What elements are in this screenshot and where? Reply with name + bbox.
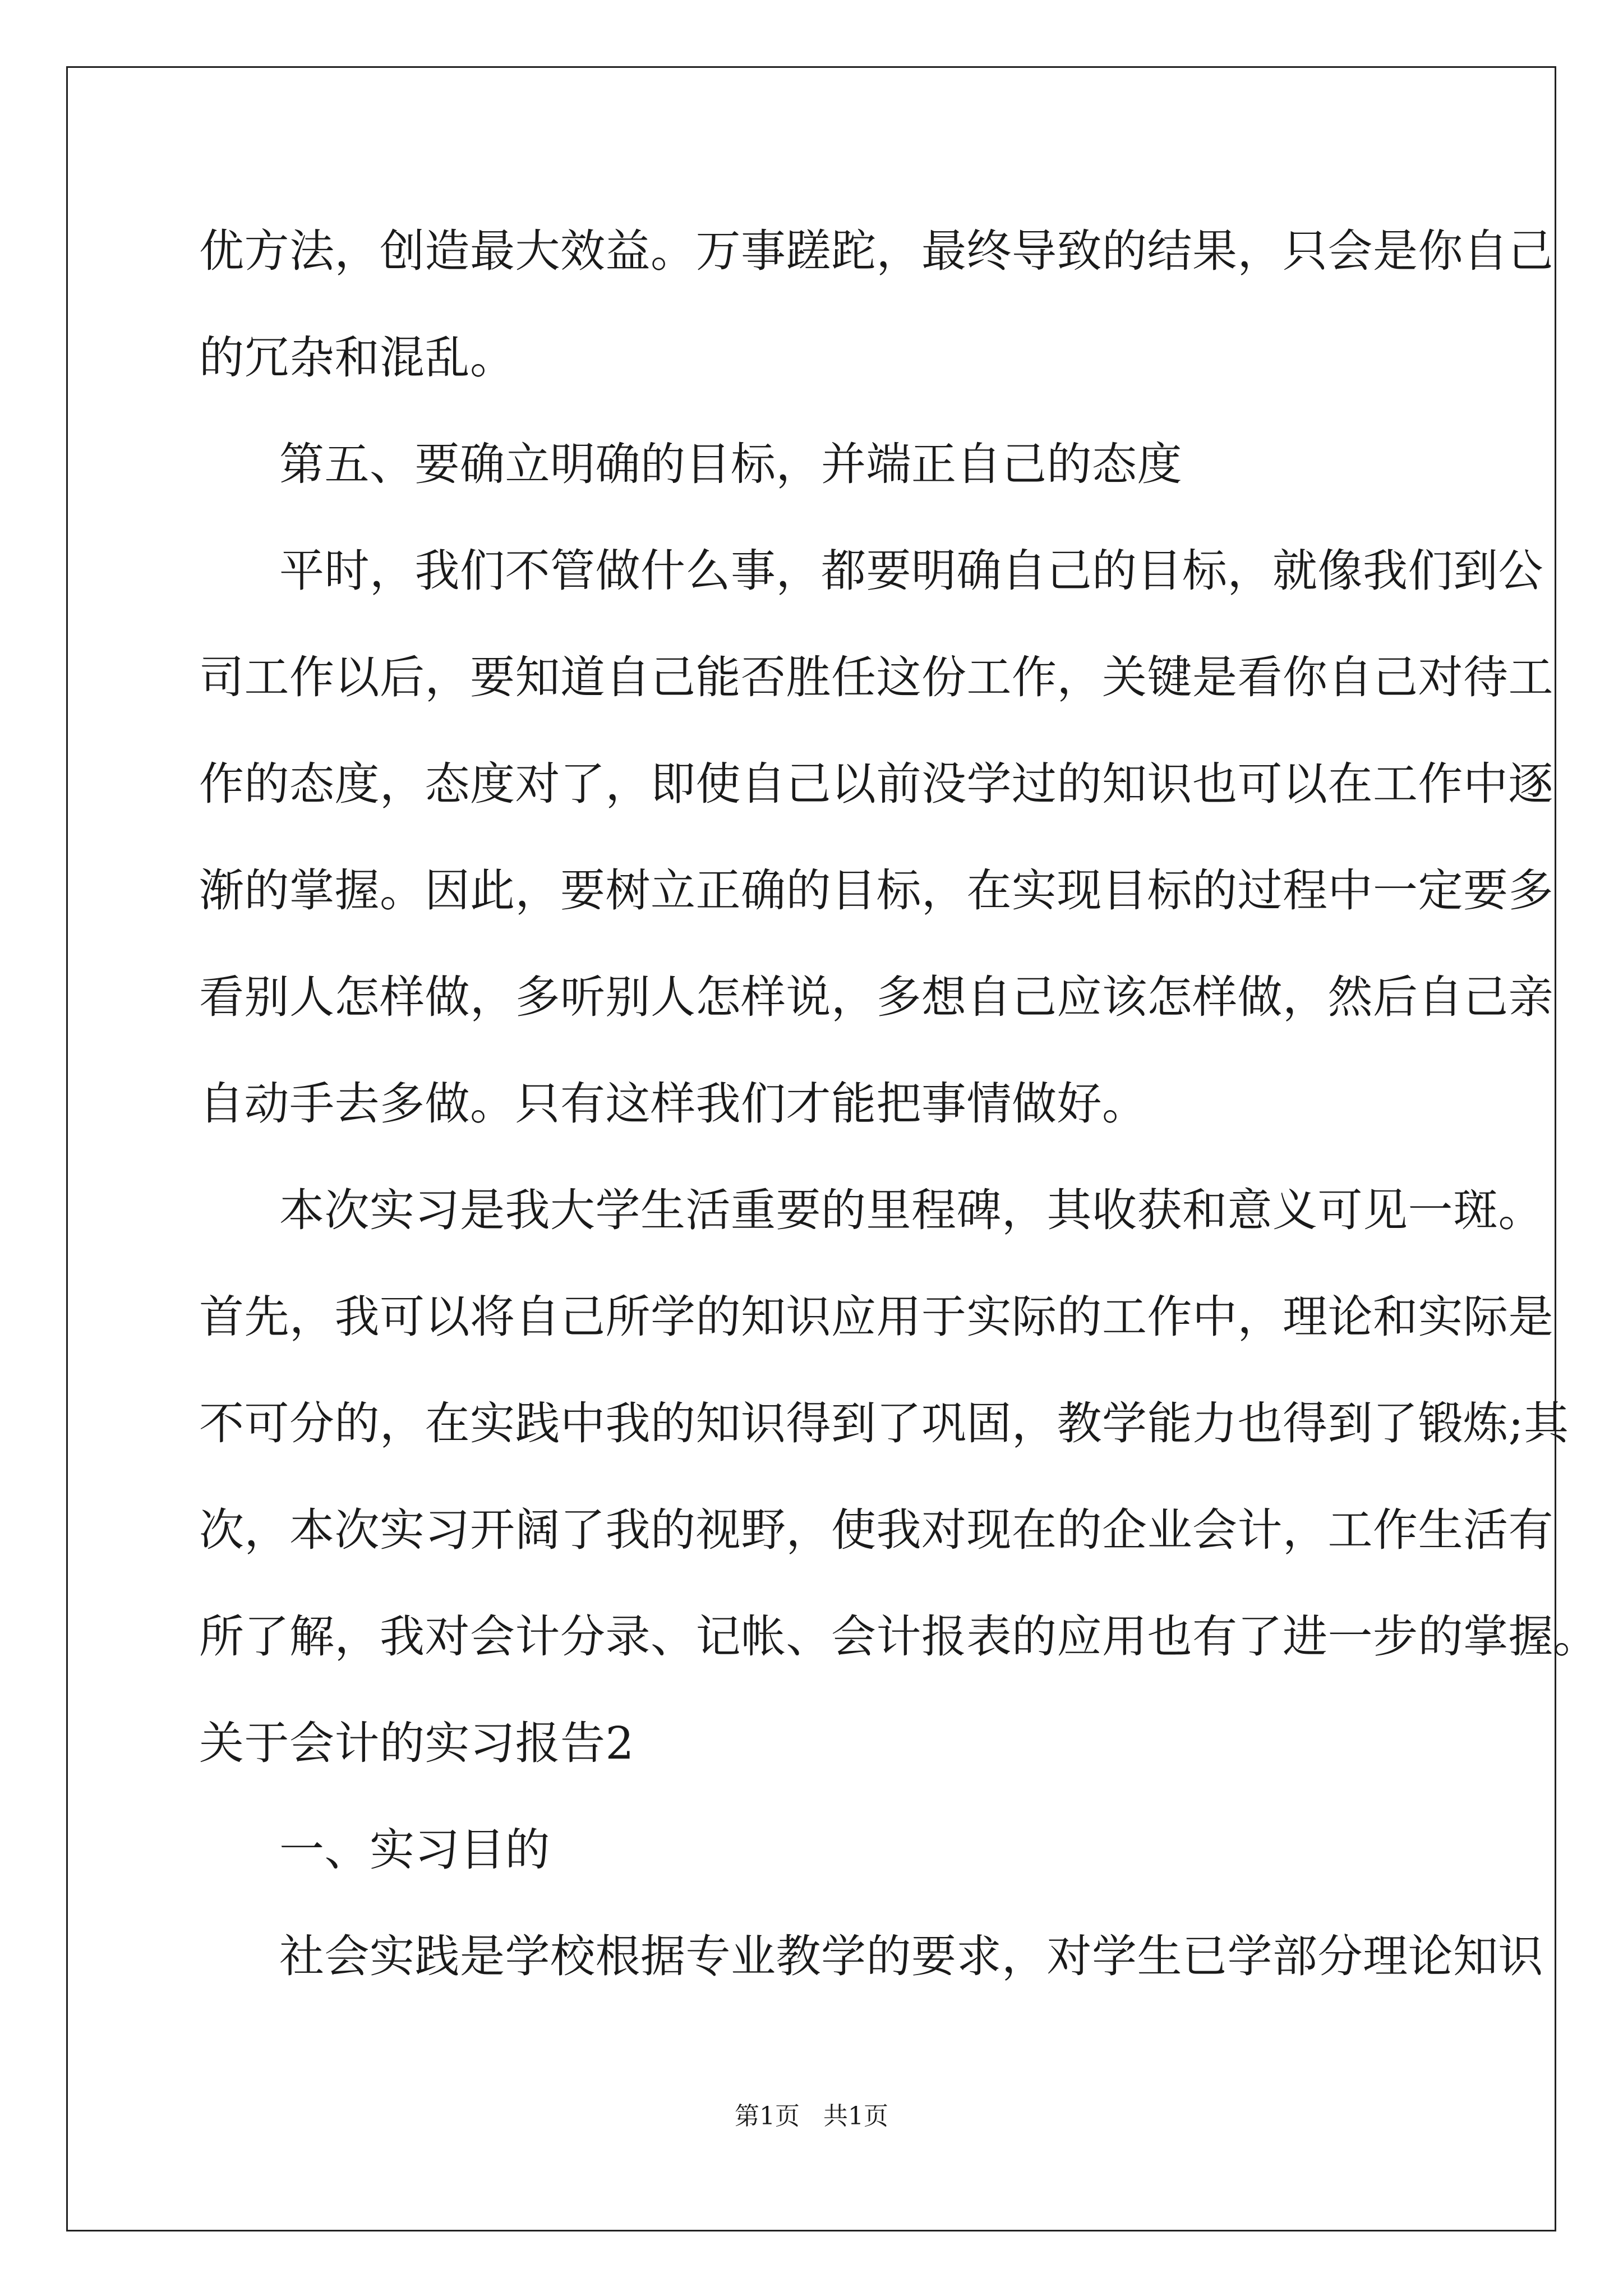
text-line: 首先，我可以将自己所学的知识应用于实际的工作中，理论和实际是 bbox=[199, 1291, 1553, 1343]
section-heading: 第五、要确立明确的目标，并端正自己的态度 bbox=[279, 438, 1182, 490]
section-heading: 一、实习目的 bbox=[279, 1824, 550, 1876]
text-line: 优方法，创造最大效益。万事蹉跎，最终导致的结果，只会是你自己 bbox=[199, 225, 1553, 277]
text-line: 所了解，我对会计分录、记帐、会计报表的应用也有了进一步的掌握。 bbox=[199, 1611, 1599, 1663]
document-title: 关于会计的实习报告2 bbox=[199, 1717, 634, 1769]
text-line: 不可分的，在实践中我的知识得到了巩固，教学能力也得到了锻炼;其 bbox=[199, 1397, 1569, 1450]
text-line: 的冗杂和混乱。 bbox=[199, 332, 515, 384]
text-line: 司工作以后，要知道自己能否胜任这份工作，关键是看你自己对待工 bbox=[199, 651, 1553, 703]
text-line: 自动手去多做。只有这样我们才能把事情做好。 bbox=[199, 1078, 1147, 1130]
page-border bbox=[66, 66, 1556, 2231]
text-line: 看别人怎样做，多听别人怎样说，多想自己应该怎样做，然后自己亲 bbox=[199, 971, 1553, 1023]
text-line: 本次实习是我大学生活重要的里程碑，其收获和意义可见一斑。 bbox=[279, 1184, 1543, 1236]
text-line: 渐的掌握。因此，要树立正确的目标，在实现目标的过程中一定要多 bbox=[199, 864, 1553, 917]
text-line: 平时，我们不管做什么事，都要明确自己的目标，就像我们到公 bbox=[279, 545, 1543, 597]
page-footer: 第1页 共1页 bbox=[735, 2102, 888, 2131]
text-line: 次，本次实习开阔了我的视野，使我对现在的企业会计，工作生活有 bbox=[199, 1504, 1553, 1556]
text-line: 作的态度，态度对了，即使自己以前没学过的知识也可以在工作中逐 bbox=[199, 758, 1553, 810]
text-line: 社会实践是学校根据专业教学的要求，对学生已学部分理论知识 bbox=[279, 1930, 1543, 1982]
